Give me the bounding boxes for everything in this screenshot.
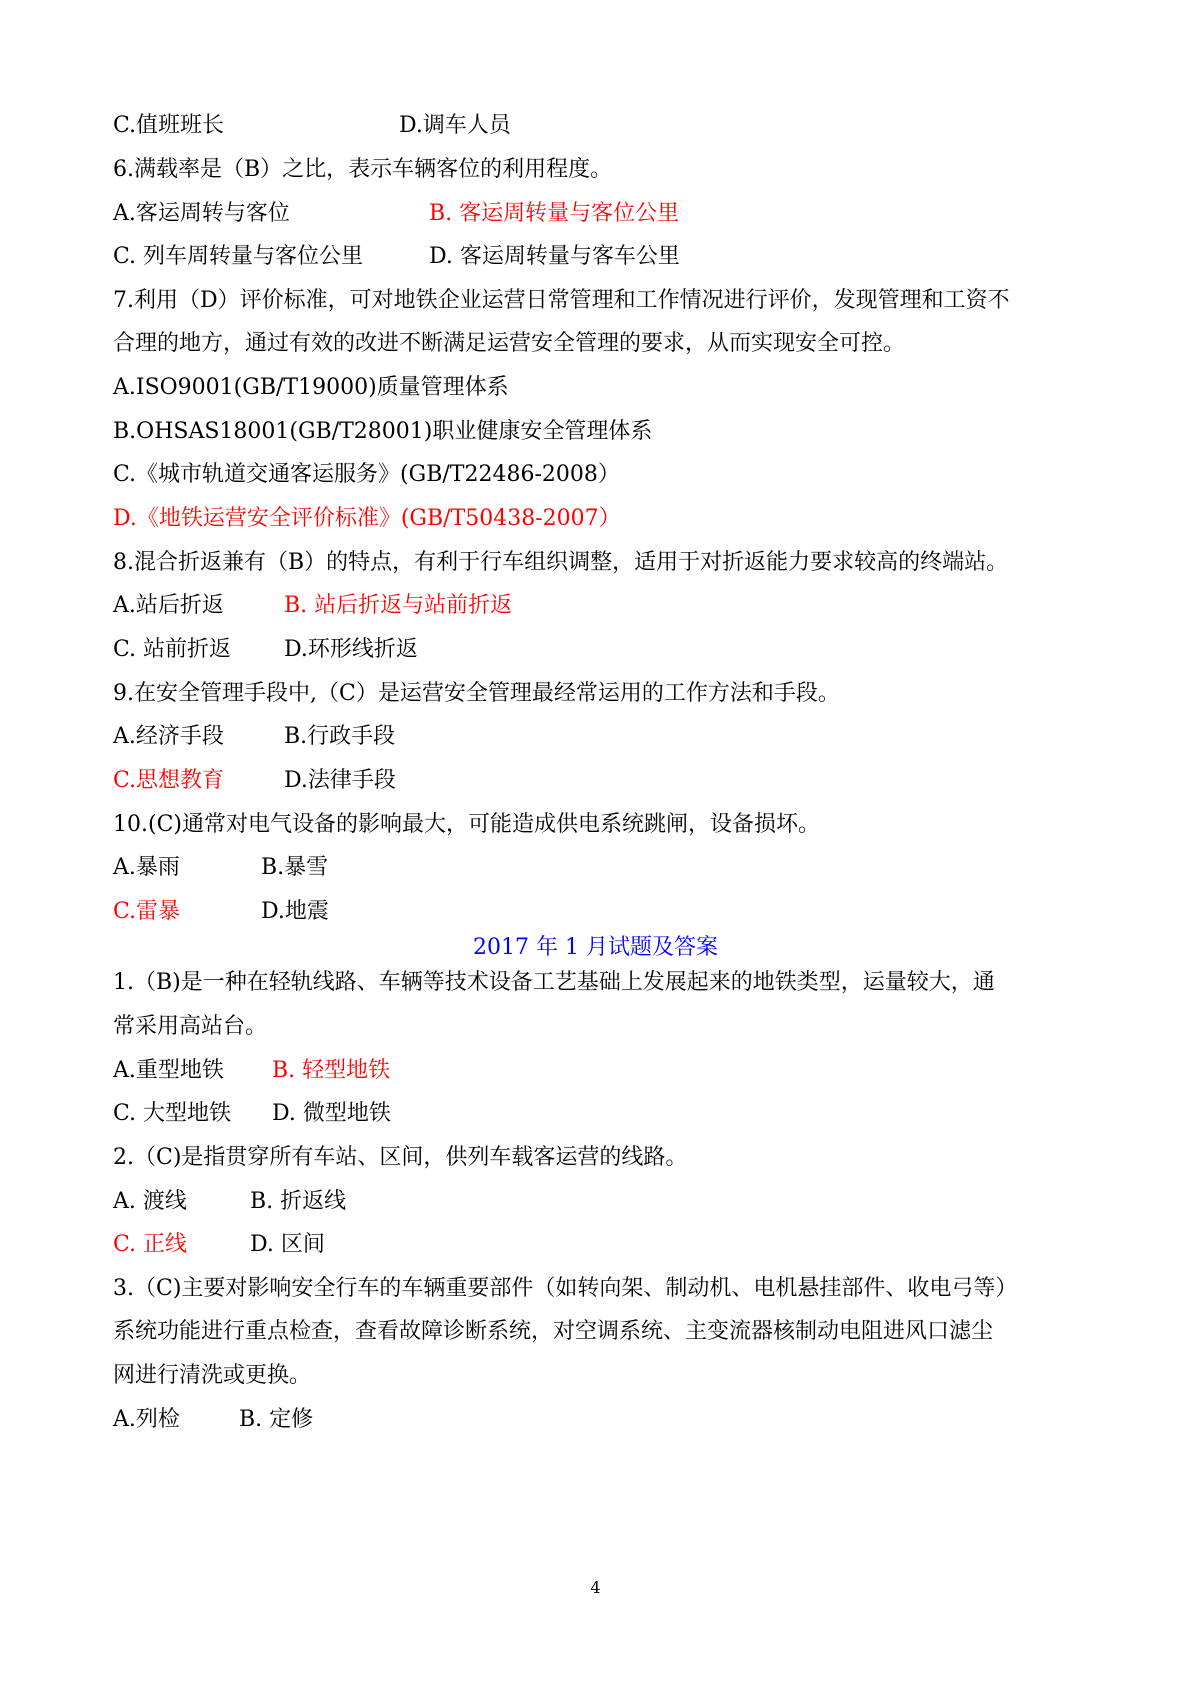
question-1-line-1: 1.（B)是一种在轻轨线路、车辆等技术设备工艺基础上发展起来的地铁类型，运量较大，通: [113, 970, 995, 995]
question-2: 2.（C)是指贯穿所有车站、区间，供列车载客运营的线路。: [113, 1145, 688, 1170]
option-row: [113, 111, 1093, 141]
option-row: [113, 1187, 1093, 1217]
option-a: A. 渡线: [113, 1189, 187, 1214]
option-row: [113, 766, 1093, 796]
option-row: [113, 1230, 1093, 1260]
option-row: [113, 1405, 1093, 1435]
correct-option-c: C. 正线: [113, 1232, 188, 1257]
option-c: C. 站前折返: [113, 637, 232, 662]
option-a: A.重型地铁: [113, 1058, 224, 1083]
page-number: 4: [590, 1578, 601, 1597]
option-d: D. 微型地铁: [272, 1101, 391, 1126]
option-row: [113, 242, 1093, 272]
option-a: A.经济手段: [113, 724, 224, 749]
option-b: B.OHSAS18001(GB/T28001)职业健康安全管理体系: [113, 419, 653, 444]
option-row: [113, 897, 1093, 927]
option-a: A.列检: [113, 1407, 180, 1432]
question-9: 9.在安全管理手段中,（C）是运营安全管理最经常运用的工作方法和手段。: [113, 681, 840, 706]
question-10: 10.(C)通常对电气设备的影响最大，可能造成供电系统跳闸，设备损坏。: [113, 812, 820, 837]
question-7-line-2: 合理的地方，通过有效的改进不断满足运营安全管理的要求，从而实现安全可控。: [113, 331, 906, 356]
correct-option-b: B. 轻型地铁: [272, 1058, 391, 1083]
option-row: [113, 1099, 1093, 1129]
question-6: 6.满载率是（B）之比，表示车辆客位的利用程度。: [113, 157, 613, 182]
option-d: D.调车人员: [399, 113, 511, 138]
correct-option-d: D.《地铁运营安全评价标准》(GB/T50438-2007）: [113, 506, 621, 531]
correct-option-c: C.思想教育: [113, 768, 225, 793]
option-row: [113, 1056, 1093, 1086]
option-row: [113, 853, 1093, 883]
option-d: D. 客运周转量与客车公里: [429, 244, 680, 269]
option-a: A.客运周转与客位: [113, 201, 290, 226]
option-d: D.法律手段: [284, 768, 396, 793]
question-8: 8.混合折返兼有（B）的特点，有利于行车组织调整，适用于对折返能力要求较高的终端站。: [113, 550, 1009, 575]
option-d: D. 区间: [250, 1232, 325, 1257]
option-row: [113, 722, 1093, 752]
question-3-line-2: 系统功能进行重点检查，查看故障诊断系统，对空调系统、主变流器核制动电阻进风口滤尘: [113, 1319, 994, 1344]
option-d: D.地震: [261, 899, 329, 924]
option-d: D.环形线折返: [284, 637, 418, 662]
option-c: C.《城市轨道交通客运服务》(GB/T22486-2008）: [113, 462, 620, 487]
section-heading: 2017 年 1 月试题及答案: [473, 935, 718, 960]
option-a: A.ISO9001(GB/T19000)质量管理体系: [113, 375, 509, 400]
correct-option-c: C.雷暴: [113, 899, 181, 924]
question-1-line-2: 常采用高站台。: [113, 1014, 268, 1039]
option-c: C. 列车周转量与客位公里: [113, 244, 364, 269]
option-row: [113, 199, 1093, 229]
question-3-line-1: 3.（C)主要对影响安全行车的车辆重要部件（如转向架、制动机、电机悬挂部件、收电弓等）: [113, 1276, 1018, 1301]
option-b: B. 折返线: [250, 1189, 347, 1214]
option-a: A.暴雨: [113, 855, 180, 880]
option-b: B.行政手段: [284, 724, 396, 749]
option-row: [113, 591, 1093, 621]
question-3-line-3: 网进行清洗或更换。: [113, 1363, 312, 1388]
option-b: B.暴雪: [261, 855, 329, 880]
option-b: B. 定修: [239, 1407, 314, 1432]
option-a: A.站后折返: [113, 593, 224, 618]
question-7-line-1: 7.利用（D）评价标准，可对地铁企业运营日常管理和工作情况进行评价，发现管理和工资不: [113, 288, 1010, 313]
correct-option-b: B. 站后折返与站前折返: [284, 593, 513, 618]
option-c: C.值班班长: [113, 113, 225, 138]
option-c: C. 大型地铁: [113, 1101, 232, 1126]
option-row: [113, 635, 1093, 665]
correct-option-b: B. 客运周转量与客位公里: [429, 201, 680, 226]
